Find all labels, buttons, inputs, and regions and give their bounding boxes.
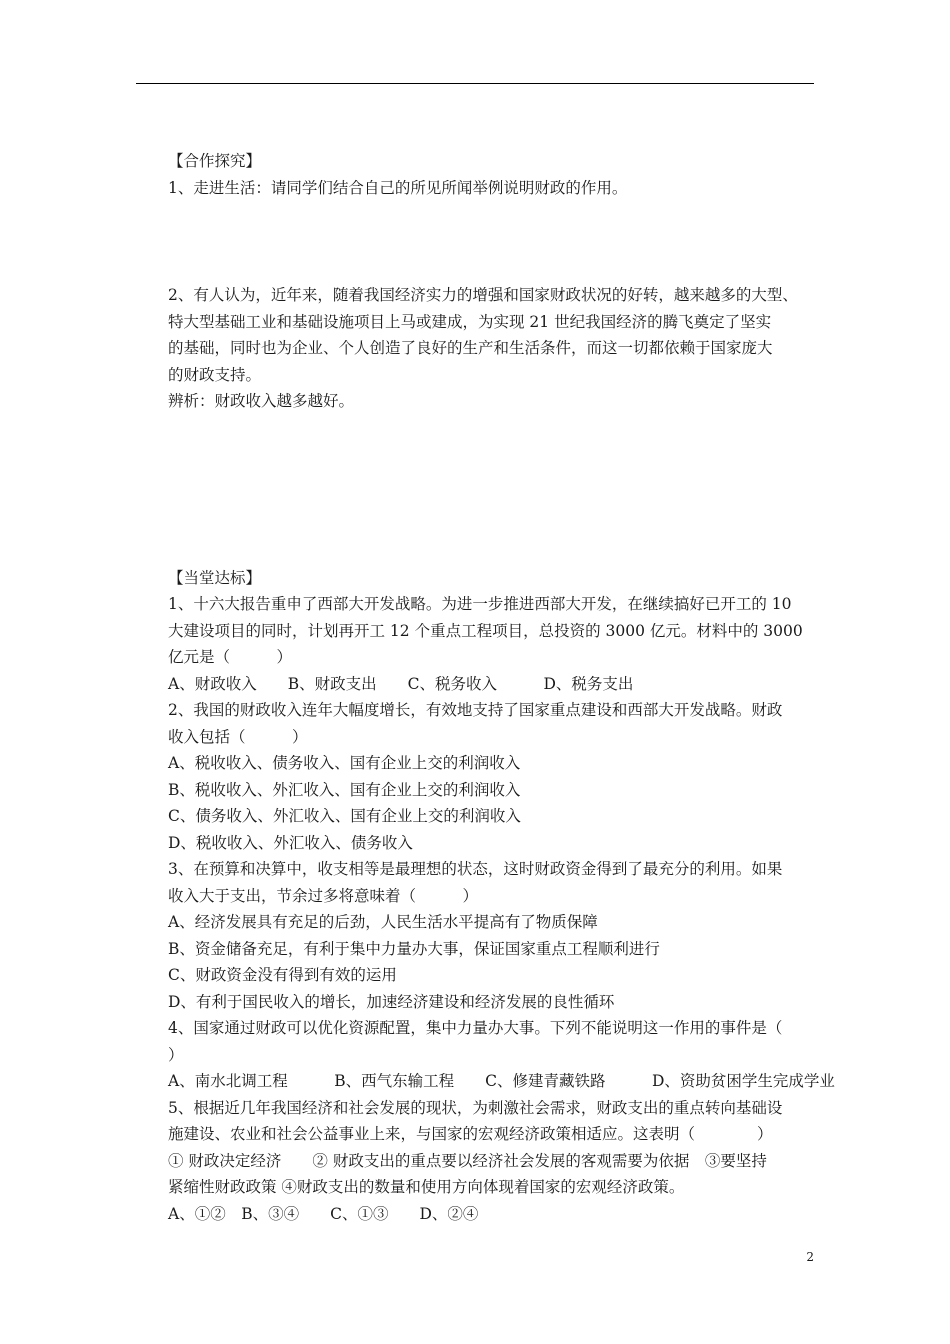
answer-space [168, 415, 816, 565]
question-line: 5、根据近几年我国经济和社会发展的现状，为刺激社会需求，财政支出的重点转向基础设 [168, 1098, 783, 1117]
answer-space [168, 201, 816, 282]
question-1-text: 1、走进生活：请同学们结合自己的所见所闻举例说明财政的作用。 [168, 178, 628, 197]
practice-question-5 [168, 1095, 816, 1228]
answer-option: B、税收收入、外汇收入、国有企业上交的利润收入 [168, 780, 521, 799]
question-line: 大建设项目的同时，计划再开工 12 个重点工程项目，总投资的 3000 亿元。材料中的 3000 [168, 621, 803, 640]
question-line: 4、国家通过财政可以优化资源配置，集中力量办大事。下列不能说明这一作用的事件是（ [168, 1019, 783, 1037]
answer-option: D、税收收入、外汇收入、债务收入 [168, 833, 413, 852]
question-line: 3、在预算和决算中，收支相等是最理想的状态，这时财政资金得到了最充分的利用。如果 [168, 860, 783, 878]
question-line: 的基础，同时也为企业、个人创造了良好的生产和生活条件，而这一切都依赖于国家庞大 [168, 339, 773, 357]
question-line: 1、十六大报告重申了西部大开发战略。为进一步推进西部大开发，在继续搞好已开工的 10 [168, 595, 792, 613]
answer-option: A、经济发展具有充足的后劲，人民生活水平提高有了物质保障 [168, 913, 598, 931]
question-line: 的财政支持。 [168, 365, 262, 384]
question-line: 收入包括（ ） [168, 727, 308, 746]
question-line: 紧缩性财政政策 ④财政支出的数量和使用方向体现着国家的宏观经济政策。 [168, 1178, 685, 1196]
answer-option: D、有利于国民收入的增长，加速经济建设和经济发展的良性循环 [168, 992, 615, 1011]
question-2-discussion: 辨析：财政收入越多越好。 [168, 392, 355, 410]
document-body [168, 148, 835, 1227]
question-line: 收入大于支出，节余过多将意味着（ ） [168, 886, 479, 905]
practice-question-3 [168, 856, 816, 1015]
practice-question-2 [168, 697, 816, 856]
practice-question-4 [168, 1015, 835, 1095]
answer-option: C、财政资金没有得到有效的运用 [168, 966, 397, 984]
question-line: 亿元是（ ） [168, 648, 293, 666]
answer-options: A、南水北调工程 B、西气东输工程 C、修建青藏铁路 D、资助贫困学生完成学业 [168, 1072, 835, 1090]
answer-option: A、税收收入、债务收入、国有企业上交的利润收入 [168, 754, 521, 772]
section-heading-practice: 【当堂达标】 [168, 568, 262, 587]
practice-question-1 [168, 591, 816, 697]
answer-options: A、财政收入 B、财政支出 C、税务收入 D、税务支出 [168, 674, 634, 693]
answer-options: A、①② B、③④ C、①③ D、②④ [168, 1204, 479, 1223]
question-line: 2、有人认为，近年来，随着我国经济实力的增强和国家财政状况的好转，越来越多的大型、 [168, 286, 798, 304]
question-line: ① 财政决定经济 ② 财政支出的重点要以经济社会发展的客观需要为依据 ③要坚持 [168, 1151, 767, 1170]
header-rule [136, 83, 814, 84]
section-heading-cooperation: 【合作探究】 [168, 152, 262, 170]
answer-option: C、债务收入、外汇收入、国有企业上交的利润收入 [168, 807, 521, 825]
answer-option: B、资金储备充足，有利于集中力量办大事，保证国家重点工程顺利进行 [168, 939, 660, 958]
question-line: 施建设、农业和社会公益事业上来，与国家的宏观经济政策相适应。这表明（ ） [168, 1125, 773, 1143]
question-2-text [168, 282, 816, 388]
question-line: 特大型基础工业和基础设施项目上马或建成，为实现 21 世纪我国经济的腾飞奠定了坚实 [168, 312, 772, 331]
page-number: 2 [806, 1250, 814, 1264]
question-line: 2、我国的财政收入连年大幅度增长，有效地支持了国家重点建设和西部大开发战略。财政 [168, 701, 783, 719]
question-line: ） [168, 1045, 184, 1064]
